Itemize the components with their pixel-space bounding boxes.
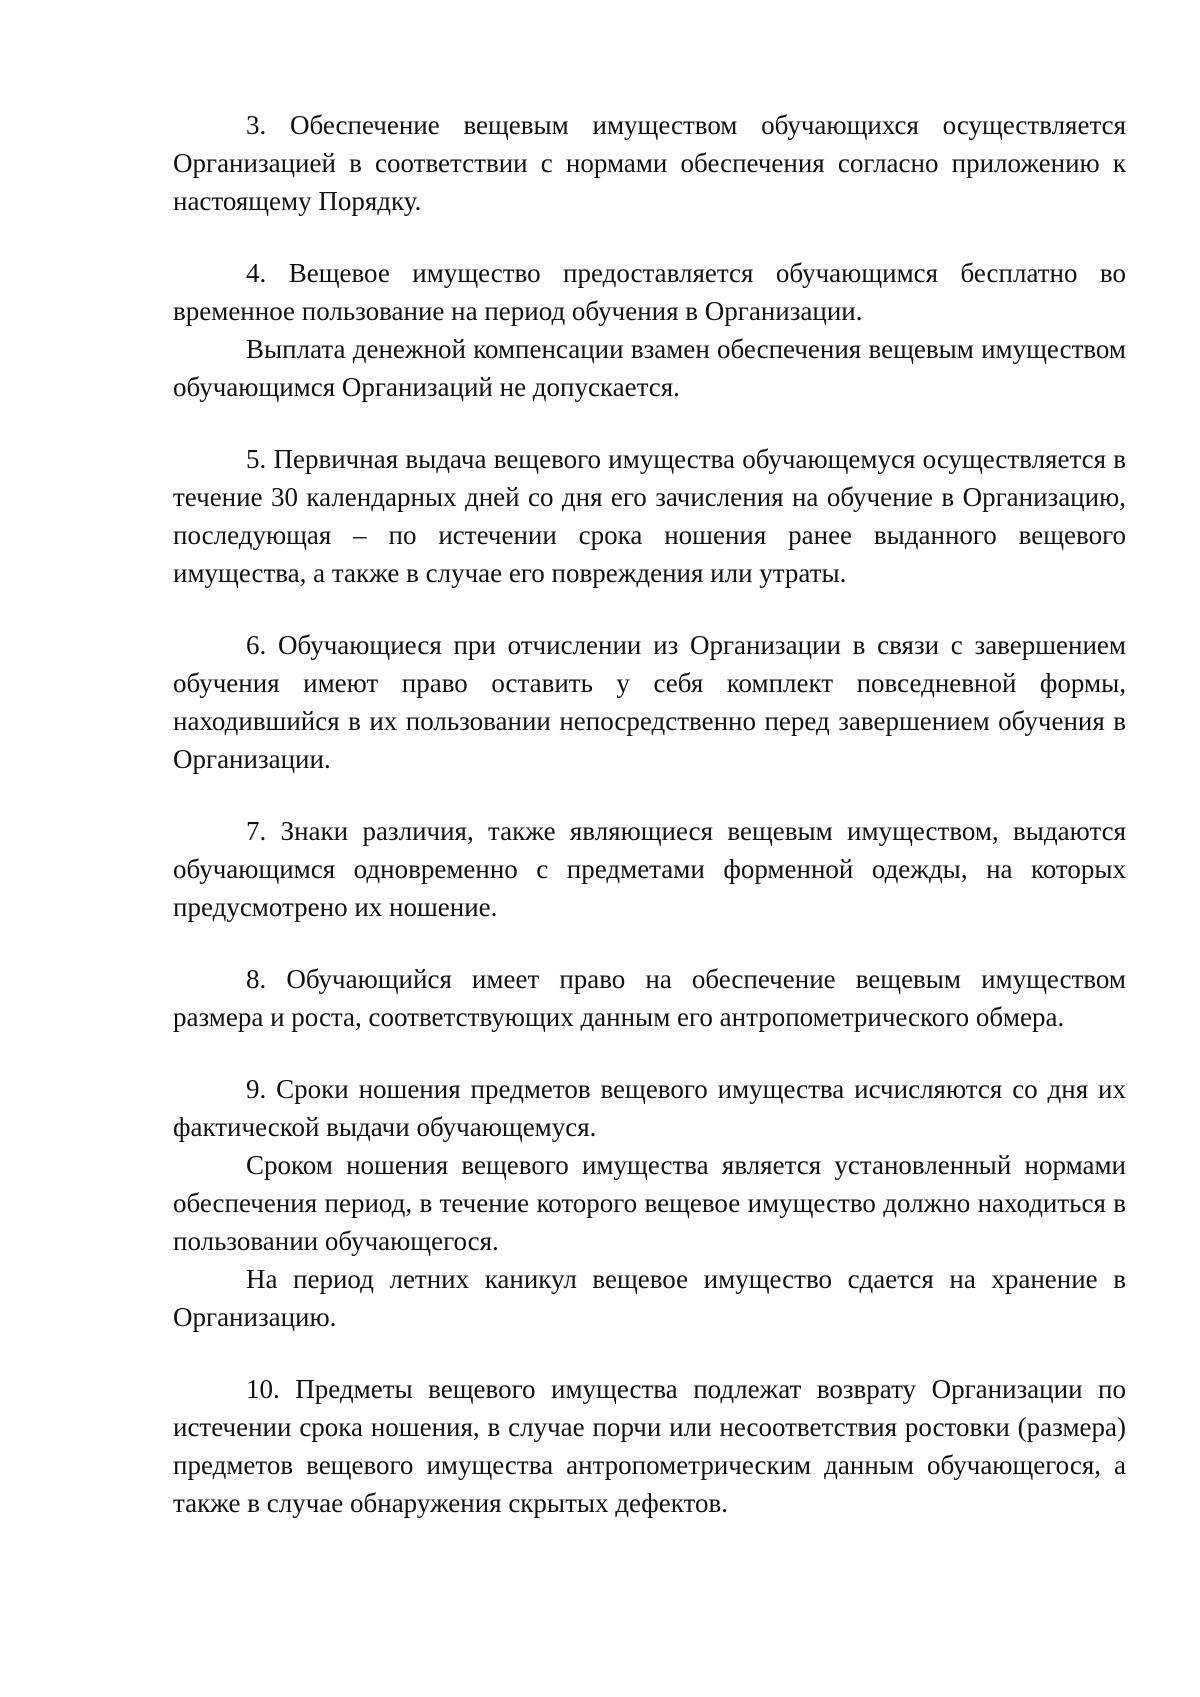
paragraph-gap	[173, 1336, 1126, 1370]
paragraph-gap	[173, 406, 1126, 440]
paragraph-gap	[173, 778, 1126, 812]
paragraph-item-4-continued: Выплата денежной компенсации взамен обеспечения вещевым имуществом обучающимся Организаций не допускается.	[173, 334, 1126, 402]
paragraph-item-9-vacation: На период летних каникул вещевое имущество сдается на хранение в Организацию.	[173, 1264, 1126, 1332]
paragraph-gap	[173, 592, 1126, 626]
paragraph-item-3: 3. Обеспечение вещевым имуществом обучающихся осуществляется Организацией в соответствии с нормами обеспечения согласно приложению к настоящему Порядку.	[173, 110, 1126, 216]
paragraph-item-10: 10. Предметы вещевого имущества подлежат возврату Организации по истечении срока ношения, в случае порчи или несоответствия ростовки (размера) предметов вещевого имущества антропометрическим данным обучающегося, а также в случае обнаружения скрытых дефектов.	[173, 1374, 1126, 1518]
paragraph-item-5: 5. Первичная выдача вещевого имущества обучающемуся осуществляется в течение 30 календарных дней со дня его зачисления на обучение в Организацию, последующая – по истечении срока ношения ранее выданного вещевого имущества, а также в случае его повреждения или утраты.	[173, 444, 1126, 588]
paragraph-item-9-continued: Сроком ношения вещевого имущества является установленный нормами обеспечения период, в течение которого вещевое имущество должно находиться в пользовании обучающегося.	[173, 1150, 1126, 1256]
paragraph-item-4: 4. Вещевое имущество предоставляется обучающимся бесплатно во временное пользование на период обучения в Организации.	[173, 258, 1126, 326]
paragraph-item-8: 8. Обучающийся имеет право на обеспечение вещевым имуществом размера и роста, соответствующих данным его антропометрического обмера.	[173, 964, 1126, 1032]
paragraph-item-9: 9. Сроки ношения предметов вещевого имущества исчисляются со дня их фактической выдачи обучающемуся.	[173, 1074, 1126, 1142]
document-page	[173, 106, 1126, 1522]
paragraph-item-7: 7. Знаки различия, также являющиеся вещевым имуществом, выдаются обучающимся одновременно с предметами форменной одежды, на которых предусмотрено их ношение.	[173, 816, 1126, 922]
paragraph-gap	[173, 926, 1126, 960]
paragraph-gap	[173, 1036, 1126, 1070]
paragraph-gap	[173, 220, 1126, 254]
paragraph-item-6: 6. Обучающиеся при отчислении из Организации в связи с завершением обучения имеют право оставить у себя комплект повседневной формы, находившийся в их пользовании непосредственно перед завершением обучения в Организации.	[173, 630, 1126, 774]
